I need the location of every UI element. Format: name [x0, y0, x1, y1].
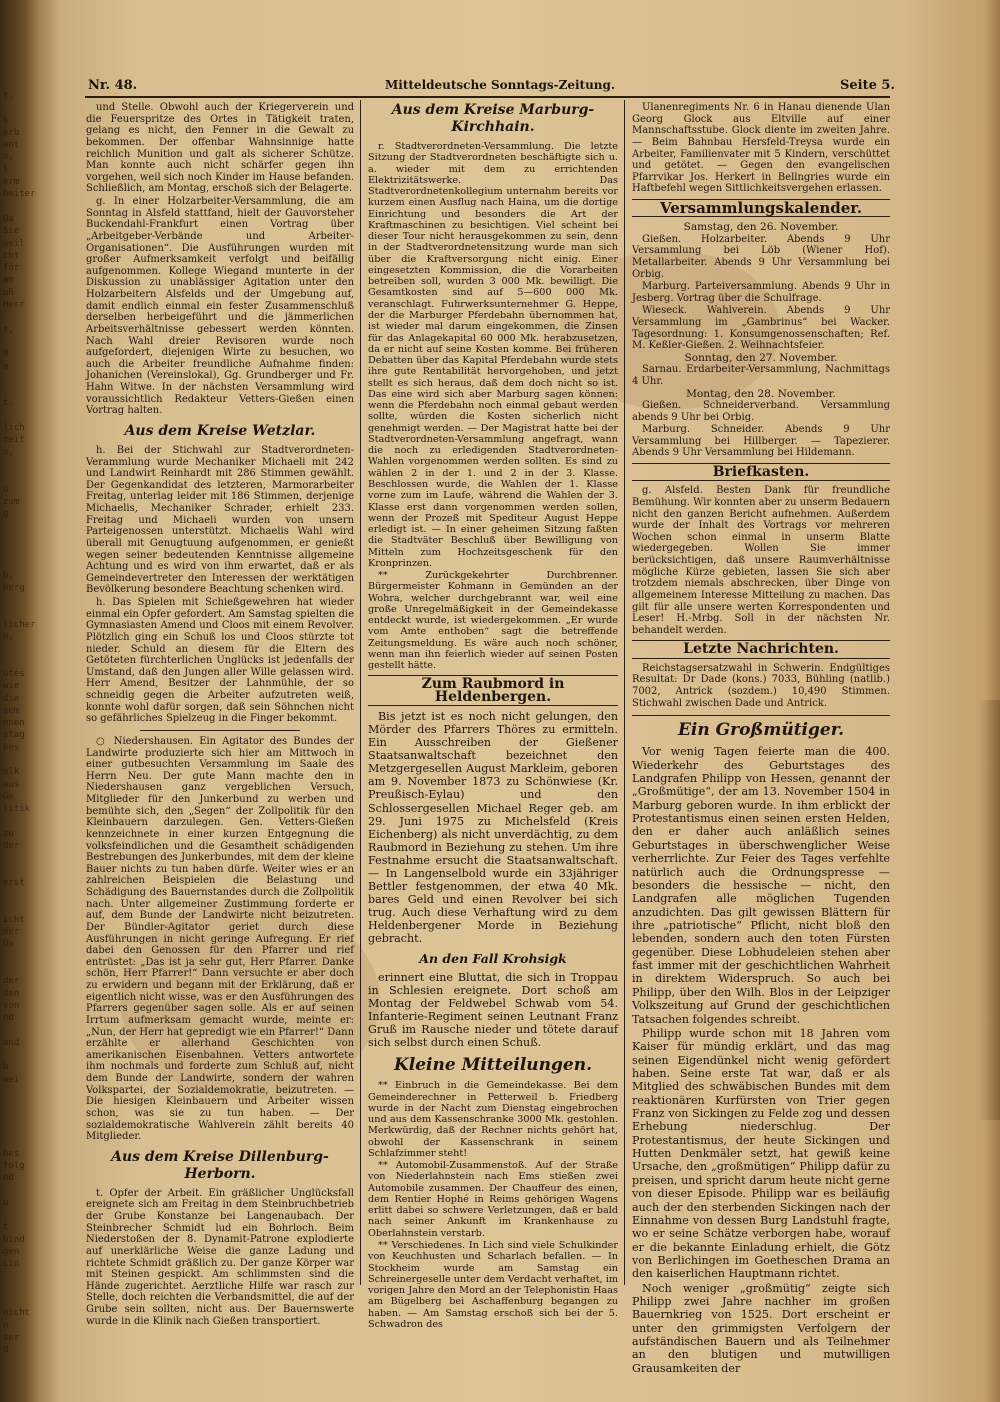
- calendar-entry: Gießen. Holzarbeiter. Abends 9 Uhr Versammlung bei Löb (Wiener Hof). Metallarbeiter. Abends 9 Uhr Versammlung bei Orbig.: [632, 233, 890, 280]
- section-heading: Ein Großmütiger.: [632, 715, 890, 740]
- article-text: h. Das Spielen mit Schießgewehren hat wieder einmal ein Opfer gefordert. Am Samstag spielten die Gymnasiasten Amend und Cloos mit einem Revolver. Plötzlich ging ein Schuß los und Cloos stürzte tot nieder. Schuld an diesem für die Eltern des Getöteten fürchterlichen Unglücks ist jedenfalls der Umstand, daß den Jungen aller Wille gelassen wird. Herr Amend, Besitzer der Lahnmühle, der so schneidig gegen die Arbeiter aufzutreten weiß, konnte wohl dafür sorgen, daß sein Söhnchen nicht so gefährliches Spielzeug in die Finger bekommt.: [86, 597, 354, 725]
- article-text: Reichstagsersatzwahl in Schwerin. Endgültiges Resultat: Dr Dade (kons.) 7033, Bühling (natlib.) 7002, Antrick (sozdem.) 10,490 Stimmen. Stichwahl zwischen Dade und Antrick.: [632, 662, 890, 709]
- newspaper-title: Mitteldeutsche Sonntags-Zeitung.: [385, 78, 616, 92]
- section-heading: Kleine Mitteilungen.: [393, 1055, 592, 1076]
- section-heading: Briefkasten.: [632, 463, 890, 481]
- section-heading: Versammlungskalender.: [632, 199, 890, 217]
- article-text: ** Einbruch in die Gemeindekasse. Bei dem Gemeinderechner in Petterweil b. Friedberg wurde in der Nacht zum Dienstag eingebrochen und aus dem Kassenschranke 3000 Mk. gestohlen. Merkwürdig, daß der Rechner nichts gehört hat, obwohl der Kassenschrank in seinem Schlafzimmer steht!: [368, 1080, 618, 1159]
- article-text: g. Alsfeld. Besten Dank für freundliche Bemühung. Wir konnten aber zu unserm Bedauern nicht den ganzen Bericht aufnehmen. Außerdem wurde der Inhalt des Vortrags vor mehreren Wochen schon einmal in unserm Blatte wiedergegeben. Wollen Sie immer berücksichtigen, daß unsere Raumverhältnisse mögliche Kürze gebieten, lassen Sie sich aber trotzdem niemals abschrecken, über Dinge von allgemeinem Interesse Mitteilung zu machen. Das gilt für alle unsere werten Korrespondenten und Leser! H.-Mrbg. Soll in der nächsten Nr. behandelt werden.: [632, 485, 890, 636]
- article-text: erinnert eine Bluttat, die sich in Troppau in Schlesien ereignete. Dort schoß am Montag der Feldwebel Schwab vom 54. Infanterie-Regiment seinen Leutnant Franz Gruß im Rausche nieder und tötete darauf sich selbst durch einen Schuß.: [368, 971, 618, 1050]
- section-heading: Letzte Nachrichten.: [632, 640, 890, 658]
- calendar-date: Montag, den 28. November.: [686, 387, 836, 400]
- separator: [140, 730, 301, 731]
- article-text: r. Stadtverordneten-Versammlung. Die letzte Sitzung der Stadtverordneten beschäftigte sich u. a. wieder mit dem zu errichtenden Elektrizitätswerke. Das Stadtverordnetenkollegium unternahm bereits vor kurzem einen Ausflug nach Haina, um die dortige Einrichtung und besonders die Art der Kraftmaschinen zu besichtigen. Viel scheint bei dieser Tour nicht herausgekommen zu sein, denn in der Stadtverordnetensitzung wurde man sich über die Kraftversorgung nicht einig. Einer eingesetzten Kommission, die die Vorarbeiten betreiben soll, wurden 3 000 Mk. bewilligt. Die Gesamtkosten sind auf 5—600 000 Mk. veranschlagt. Fuhrwerksunternehmer G. Heppe, der die Marburger Pferdebahn übernommen hat, ist wieder mal darum eingekommen, die Zinsen für das Anlagekapital 60 000 Mk. herabzusetzen, da er nicht auf seine Kosten komme. Bei früheren Debatten über das Kapital Pferdebahn wurde stets ihre gute Rentabilität hervorgehoben, und jetzt stellt es sich heraus, daß dem doch nicht so ist. Das eine wird sich aber Marburg sagen können: wenn die Pferdebahn noch einmal gebaut werden sollte, würden die Kosten sicherlich nicht genehmigt werden. — Der Magistrat hatte bei der Stadtverordneten-Versammlung angefragt, wann die noch zu erledigenden Stadtverordneten-Wahlen vorgenommen werden sollten. Es sind zu wählen 2 in der 1. und 2 in der 3. Klasse. Beschlossen wurde, die Wahlen der 1. Klasse vorne zum im Laufe, während die Wahlen der 3. Klasse erst dann vorgenommen werden sollen, wenn der Prozeß mit Spediteur August Heppe erledigt ist. — In einer geheimen Sitzung faßten die Stadtväter Beschluß über Bewilligung von Mitteln zum Hochzeitsgeschenk für den Kronprinzen.: [368, 141, 618, 569]
- calendar-entry: Wieseck. Wahlverein. Abends 9 Uhr Versammlung im „Gambrinus“ bei Wacker. Tagesordnung: 1. Konsumgenossenschaften; Ref. M. Keßler-Gießen. 2. Weihnachtsfeier.: [632, 305, 890, 352]
- column-3: [632, 102, 890, 1375]
- page-number: Seite 5.: [840, 78, 895, 93]
- article-text: Noch weniger „großmütig“ zeigte sich Philipp zwei Jahre nachher im großen Bauernkrieg von 1525. Dort erscheint er unter den grimmigsten Verfolgern der aufständischen Bauern und als Teilnehmer an den blutigen und mutwilligen Grausamkeiten der: [632, 1281, 890, 1375]
- book-gutter: [0, 0, 40, 1402]
- article-text: ** Automobil-Zusammenstoß. Auf der Straße von Niederlahnstein nach Ems stießen zwei Automobile zusammen. Der Chauffeur des einen, dem Rentier Hophé in Reims gehörigen Wagens erlitt dabei so schwere Verletzungen, daß er bald nach seiner Ankunft im Krankenhause zu Oberlahnstein verstarb.: [368, 1160, 618, 1239]
- header-rule: [85, 96, 890, 98]
- article-text: Ulanenregiments Nr. 6 in Hanau dienende Ulan Georg Glock aus Eltville auf einer Mannschaftsstube. Glock diente im zweiten Jahre. — Beim Bahnbau Hersfeld-Treysa wurde ein Arbeiter, Familienvater mit 5 Kindern, verschüttet und getötet. — Gegen den evangelischen Pfarrvikar Jos. Herkert in Bellngries wurde ein Haftbefehl wegen Sittlichkeitsvergehen erlassen.: [632, 102, 890, 195]
- section-heading: An den Fall Krohsigk: [419, 951, 567, 967]
- article-text: Philipp wurde schon mit 18 Jahren vom Kaiser für mündig erklärt, und das mag seinen Eigendünkel nicht wenig gefördert haben. Seine erste Tat war, daß er als Mitglied des schwäbischen Bundes mit dem reaktionären Kurfürsten von Trier gegen Franz von Sickingen zu Felde zog und dessen Erhebung niederschlug. Der Protestantismus, der heute Sickingen und Hutten Denkmäler setzt, hat gewiß keine Ursache, den „großmütigen“ Philipp dafür zu preisen, und spricht darum heute nicht gerne von dieser Episode. Philipp war es beiläufig auch der den sterbenden Sickingen nach der Einnahme von dessen Burg Landstuhl fragte, wo er seine Schätze verborgen habe, worauf er die bekannte Einladung erhielt, die Götz von Berlichingen im Goetheschen Drama an den kaiserlichen Hauptmann richtet.: [632, 1026, 890, 1281]
- article-text: Bis jetzt ist es noch nicht gelungen, den Mörder des Pfarrers Thöres zu ermitteln. Ein Ausschreiben der Gießener Staatsanwaltschaft bezeichnet den Metzgergesellen August Markleim, geboren am 9. November 1873 zu Schönwiese (Kr. Preußisch-Eylau) und den Schlossergesellen Michael Reger geb. am 29. Juni 1975 zu Michelsfeld (Kreis Eichenberg) als nicht unverdächtig, zu dem Raubmord in Beziehung zu stehen. Um ihre Festnahme ersucht die Staatsanwaltschaft. — In Langenselbold wurde ein 33jähriger Bettler festgenommen, der etwa 40 Mk. bares Geld und einen Revolver bei sich trug. Auch diese Verhaftung wird zu dem Heldenbergener Morde in Beziehung gebracht.: [368, 710, 618, 945]
- calendar-entry: Marburg. Parteiversammlung. Abends 9 Uhr in Jesberg. Vortrag über die Schulfrage.: [632, 281, 890, 304]
- calendar-entry: Sarnau. Erdarbeiter-Versammlung, Nachmittags 4 Uhr.: [632, 364, 890, 387]
- article-text: ○ Niedershausen. Ein Agitator des Bundes der Landwirte produzierte sich hier am Mittwoch in einer gutbesuchten Versammlung im Saale des Herrn Neu. Der gute Mann machte den in Niedershausen ganz vergeblichen Versuch, Mitglieder für den Junkerbund zu werben und bemühte sich, den „Segen“ der Zollpolitik für den Kleinbauern darzulegen. Gen. Vetters-Gießen kennzeichnete in einer kurzen Entgegnung die volksfeindlichen und die Gesamtheit schädigenden Bestrebungen des Junkerbundes, mit dem der kleine Bauer nichts zu tun haben dürfe. Weiter wies er an zahlreichen Beispielen die Belastung und Schädigung des Bauernstandes durch die Zollpolitik nach. Unter allgemeiner Zustimmung forderte er auf, dem Bunde der Landwirte nicht beizutreten. Der Bündler-Agitator geriet durch diese Ausführungen in nicht geringe Aufregung. Er rief dabei den Genossen für den Pfarrer und rief entrüstet: „Das ist ja sehr gut, Herr Pfarrer. Danke schön, Herr Pfarrer!“ Dann versuchte er aber doch zu erwidern und begann mit der Erklärung, daß er eigentlich nicht wisse, was er den Ausführungen des Pfarrers gegenüber sagen solle. Als er auf seinen Irrtum aufmerksam gemacht wurde, meinte er: „Nun, der Herr hat gepredigt wie ein Pfarrer!“ Dann erzählte er allerhand Geschichten von amerikanischen Eisenbahnen. Vetters antwortete ihm nochmals und forderte zum Schluß auf, nicht dem Bunde der Landwirte, sondern der wahren Volkspartei, der Sozialdemokratie, beizutreten. — Die hiesigen Kleinbauern und Arbeiter wissen schon, was sie zu tun haben. — Der sozialdemokratische Wahlverein zählt bereits 40 Mitglieder.: [86, 735, 354, 1143]
- article-text: Vor wenig Tagen feierte man die 400. Wiederkehr des Geburtstages des Landgrafen Philipp von Hessen, genannt der „Großmütige“, der am 13. November 1504 in Marburg geboren wurde. In ihm erblickt der Protestantismus einen seinen ersten Helden, den er daher auch anläßlich seines Geburtstages in überschwenglicher Weise verherrlichte. Zur Feier des Tages verfehlte natürlich auch die Ordnungspresse — besonders die hessische — nicht, den Landgrafen alle möglichen Tugenden anzudichten. Das gilt gewissen Blättern für ihre „patriotische“ Pflicht, nicht bloß den lebenden, sondern auch den toten Fürsten gegenüber. Diese Lobhudeleien stehen aber fast immer mit der geschichtlichen Wahrheit in direktem Widerspruch. So auch bei Philipp, über den Wilh. Blos in der Leipziger Volkszeitung auf Grund der geschichtlichen Tatsachen folgendes schreibt.: [632, 745, 890, 1026]
- section-heading: Zum Raubmord in Heldenbergen.: [368, 675, 618, 706]
- page-edge-shadow: [978, 700, 1000, 1120]
- column-rule: [360, 100, 361, 1285]
- article-text: g. In einer Holzarbeiter-Versammlung, die am Sonntag in Alsfeld stattfand, hielt der Gauvorsteher Buckendahl-Frankfurt einen Vortrag über „Arbeitgeber-Verbände und Arbeiter-Organisationen“. Die Ausführungen wurden mit großer Aufmerksamkeit verfolgt und beifällig aufgenommen. Kollege Wiegand munterte in der Diskussion zu unablässiger Agitation unter den Holzarbeitern Alsfelds und der Umgebung auf, damit endlich einmal ein fester Zusammenschluß derselben herbeigeführt und die jämmerlichen Arbeitsverhältnisse gebessert werden könnten. Nach Wahl dreier Revisoren wurde noch aufgefordert, diejenigen Wirte zu besuchen, wo auch die Arbeiter freundliche Aufnahme finden: Johanichen (Vereinslokal), Gg. Grundberger und Fr. Hahn Witwe. In der nächsten Versammlung wird voraussichtlich Redakteur Vetters-Gießen einen Vortrag halten.: [86, 196, 354, 417]
- article-text: t. Opfer der Arbeit. Ein gräßlicher Unglücksfall ereignete sich am Freitag in dem Steinbruchbetrieb der Grube Konstanze bei Langenaubach. Der Steinbrecher Schmidt lud ein Bohrloch. Beim Niederstoßen der 8. Dynamit-Patrone explodierte auf unerklärliche Weise die ganze Ladung und richtete Schmidt gräßlich zu. Der ganze Körper war mit Steinen gespickt. Am schlimmsten sind die Hände zugerichtet. Aerztliche Hilfe war rasch zur Stelle, doch reichten die Verbandsmittel, die auf der Grube sein sollten, nicht aus. Der Bauernswerte wurde in die Klinik nach Gießen transportiert.: [86, 1187, 354, 1327]
- column-rule: [624, 100, 625, 1285]
- section-heading: Aus dem Kreise Dillenburg-Herborn.: [111, 1148, 329, 1182]
- calendar-entry: Marburg. Schneider. Abends 9 Uhr Versammlung bei Hillberger. — Tapezierer. Abends 9 Uhr Versammlung bei Hildemann.: [632, 424, 890, 459]
- article-text: ** Verschiedenes. In Lich sind viele Schulkinder von Keuchhusten und Scharlach befallen. — In Stockheim wurde am Samstag ein Schreinergeselle unter dem Verdacht verhaftet, im vorigen Jahre den Mord an der Telephonistin Haas am Bügelberg bei Aschaffenburg begangen zu haben. — Am Samstag erschoß sich bei der 5. Schwadron des: [368, 1240, 618, 1330]
- calendar-entry: Gießen. Schneiderverband. Versammlung abends 9 Uhr bei Orbig.: [632, 399, 890, 423]
- column-2: [368, 102, 618, 1330]
- section-heading: Aus dem Kreise Wetzlar.: [124, 422, 316, 439]
- gutter-facing-page-text: t. k erb ant m, l erm beiter Da Sie weil cht für an uß Herr t, 9 m t. lich zeit m, u zum g b, berg licher n, utes wie die sem nnen stag bes olk aus Ge litik zu der erst icht der Da der den von nd and b wei bes folg nd u t bind gen Lin nicht n ser d: [3, 91, 36, 1356]
- calendar-date: Sonntag, den 27. November.: [684, 351, 838, 364]
- section-heading: Aus dem Kreise Marburg-Kirchhain.: [391, 102, 595, 135]
- issue-number: Nr. 48.: [88, 78, 138, 93]
- calendar-date: Samstag, den 26. November.: [683, 221, 839, 234]
- article-text: ** Zurückgekehrter Durchbrenner. Bürgermeister Kohmann in Gemünden an der Wohra, welcher durchgebrannt war, weil eine große Unregelmäßigkeit in der Gemeindekasse entdeckt wurde, ist wiedergekommen. „Er wurde vom Amte enthoben“ sagt die betreffende Zeitungsmeldung. Es wäre auch noch schöner, wenn man ihn feierlich wieder auf seinen Posten gestellt hätte.: [368, 570, 618, 672]
- article-text: h. Bei der Stichwahl zur Stadtverordneten-Verammlung wurde Mechaniker Michaeli mit 242 und Landwirt Reinhardt mit 286 Stimmen gewählt. Der Gegenkandidat des letzteren, Marmorarbeiter Freitag, unterlag leider mit 186 Stimmen, derjenige Michaelis, Mechaniker Schrader, erhielt 233. Freitag und Michaeli wurden von unsern Parteigenossen unterstützt. Michaelis Wahl wird überall mit Genugtuung aufgenommen, er genießt wegen seiner bedeutenden Kenntnisse allgemeine Achtung und es wird von ihm erwartet, daß er als Gemeindevertreter den Interessen der werktätigen Bevölkerung besondere Beachtung schenken wird.: [86, 444, 354, 596]
- article-text: und Stelle. Obwohl auch der Kriegerverein und die Feuerspritze des Ortes in Tätigkeit traten, gelang es nicht, den Fenner in die Gewalt zu bekommen. Der offenbar Wahnsinnige hatte reichlich Munition und galt als sicherer Schütze. Man konnte auch nicht schärfer gegen ihn vorgehen, weil sich noch Kinder im Hause befanden. Schließlich, am Montag, erschoß sich der Belagerte.: [86, 102, 354, 195]
- column-1: [86, 102, 354, 1327]
